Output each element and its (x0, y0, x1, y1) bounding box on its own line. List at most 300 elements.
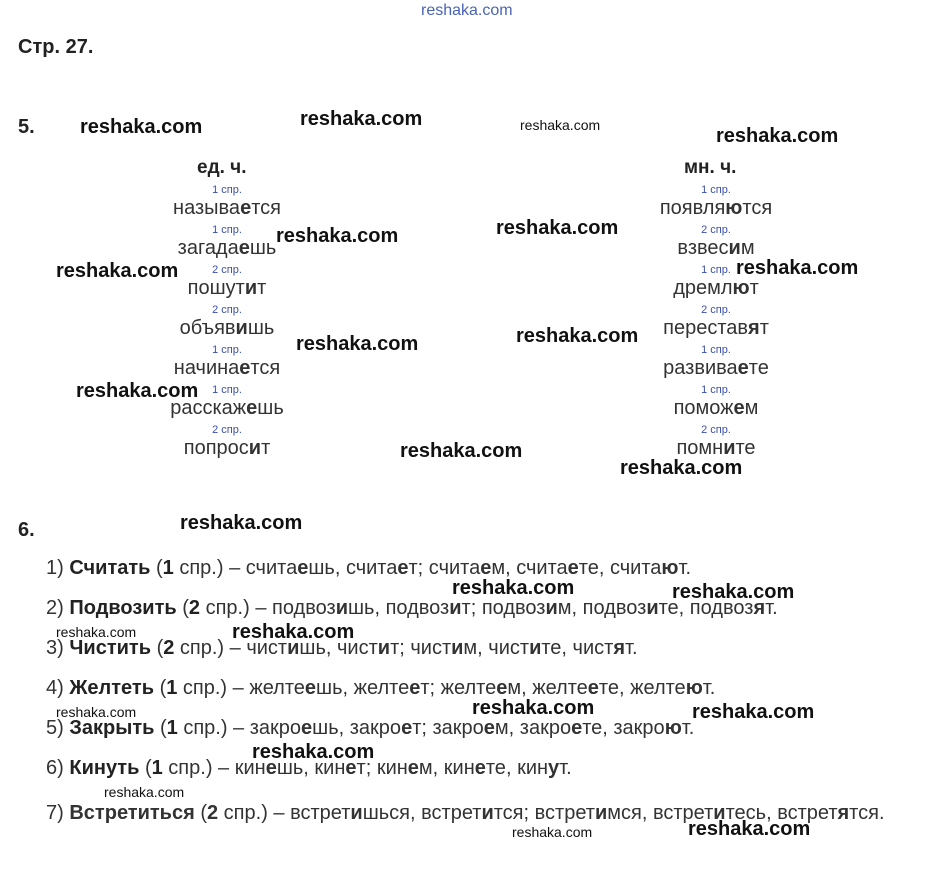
verb-stem: счита (345, 557, 398, 579)
verb-ending: е (297, 557, 309, 579)
verb-ending: е (409, 677, 421, 699)
watermark-text: reshaka.com (516, 325, 639, 347)
watermark-text: reshaka.com (252, 741, 375, 763)
verb-stem: желте (532, 677, 588, 699)
verb-ending: и (248, 437, 262, 459)
plural-conjugation-label: 2 спр. (701, 424, 731, 436)
verb-ending: е (238, 237, 250, 259)
verb-ending: я (753, 597, 766, 619)
verb-suffix: т (759, 317, 769, 339)
item-dash: – (227, 677, 250, 699)
verb-suffix: тся (849, 802, 879, 824)
verb-form (354, 677, 430, 699)
verb-suffix: тся (493, 802, 524, 824)
verb-stem: желте (440, 677, 497, 699)
plural-verb-form (663, 317, 769, 340)
item-dash: – (267, 802, 291, 824)
verb-suffix: т (624, 637, 632, 659)
verb-form (246, 557, 335, 579)
verb-suffix: м (507, 677, 522, 699)
item-verb: Подвозить (69, 597, 177, 619)
verb-ending: ю (732, 277, 750, 299)
punctuation: . (631, 637, 638, 659)
verb-stem: объяв (179, 317, 236, 339)
watermark-text: reshaka.com (472, 697, 595, 719)
punctuation: , (641, 802, 653, 824)
verb-stem: помож (673, 397, 734, 419)
verb-form (290, 802, 410, 824)
watermark-text: reshaka.com (276, 225, 399, 247)
verb-stem: чист (410, 637, 452, 659)
verb-stem: счита (428, 557, 481, 579)
verb-stem: желте (353, 677, 410, 699)
plural-verb-form (660, 197, 772, 220)
verb-form (610, 557, 685, 579)
verb-ending: е (480, 557, 492, 579)
verb-suffix: шь (347, 597, 375, 619)
watermark-text: reshaka.com (688, 818, 811, 840)
verb-suffix: т (257, 277, 267, 299)
verb-stem: встрет (652, 802, 714, 824)
item-index: 6) (46, 757, 64, 779)
punctuation: . (772, 597, 778, 619)
verb-suffix: шь (276, 757, 304, 779)
plural-conjugation-label: 1 спр. (701, 184, 731, 196)
verb-stem: закро (349, 717, 402, 739)
watermark-text: reshaka.com (496, 217, 619, 239)
punctuation: , (602, 717, 614, 739)
verb-suffix: м (744, 397, 759, 419)
verb-suffix: т (412, 717, 422, 739)
verb-ending: е (397, 557, 409, 579)
verb-ending: е (571, 717, 583, 739)
punctuation: , (342, 677, 354, 699)
verb-form (583, 597, 679, 619)
verb-form (535, 802, 642, 824)
watermark-text: reshaka.com (104, 784, 185, 800)
verb-suffix: м (494, 717, 509, 739)
verb-stem: подвоз (272, 597, 336, 619)
verb-form (410, 637, 477, 659)
verb-form (421, 802, 523, 824)
verb-stem: чист (572, 637, 614, 659)
item-verb: Закрыть (69, 717, 155, 739)
item-index: 2) (46, 597, 64, 619)
verb-suffix: м (418, 757, 433, 779)
verb-suffix: тся (742, 197, 773, 219)
singular-verb-form (180, 317, 275, 340)
punctuation: ; (399, 637, 411, 659)
singular-verb-form (188, 277, 267, 300)
item-dash: – (227, 717, 250, 739)
punctuation: , (338, 717, 350, 739)
punctuation: ; (523, 802, 535, 824)
verb-suffix: те (582, 717, 603, 739)
verb-ending: е (265, 757, 277, 779)
verb-form (613, 717, 688, 739)
verb-form (350, 717, 422, 739)
punctuation: , (678, 597, 690, 619)
plural-conjugation-label: 2 спр. (701, 304, 731, 316)
task-6-item: 1) Считать (1 спр.) – считаешь, считает; считаем, считаете, считают. (46, 557, 692, 579)
verb-form (429, 557, 505, 579)
verb-suffix: шься (362, 802, 411, 824)
singular-conjugation-label: 1 спр. (212, 224, 242, 236)
punctuation: , (508, 717, 520, 739)
watermark-text: reshaka.com (672, 581, 795, 603)
watermark-text: reshaka.com (692, 701, 815, 723)
verb-ending: и (481, 802, 494, 824)
plural-conjugation-label: 1 спр. (701, 264, 731, 276)
watermark-text: reshaka.com (512, 824, 593, 840)
verb-form (517, 757, 566, 779)
task-6-item: 3) Чистить (2 спр.) – чистишь, чистит; чистим, чистите, чистят. (46, 637, 638, 659)
verb-ending: е (587, 677, 599, 699)
verb-ending: е (733, 397, 745, 419)
plural-verb-form (663, 357, 769, 380)
punctuation: , (477, 637, 489, 659)
verb-form (432, 717, 508, 739)
punctuation: , (410, 802, 422, 824)
verb-form (249, 677, 342, 699)
verb-ending: е (345, 757, 357, 779)
verb-suffix: те (735, 437, 756, 459)
item-conjugation-label: спр.) (177, 677, 228, 699)
verb-ending: е (240, 197, 252, 219)
verb-ending: ю (685, 677, 703, 699)
verb-suffix: т (749, 277, 759, 299)
verb-form (488, 637, 561, 659)
verb-suffix: т (678, 557, 686, 579)
verb-suffix: шь (299, 637, 326, 659)
verb-suffix: т (681, 717, 689, 739)
verb-stem: взвес (677, 237, 729, 259)
verb-form (272, 597, 374, 619)
singular-verb-form (174, 357, 280, 380)
item-conjugation-label: спр.) (173, 557, 224, 579)
plural-conjugation-label: 2 спр. (701, 224, 731, 236)
plural-verb-form (674, 397, 759, 420)
verb-ending: и (545, 597, 558, 619)
task-6-item: 4) Желтеть (1 спр.) – желтеешь, желтеет; желтеем, желтеете, желтеют. (46, 677, 716, 699)
item-conjugation-label: спр.) (174, 637, 225, 659)
watermark-text: reshaka.com (452, 577, 575, 599)
punctuation: , (766, 802, 778, 824)
verb-stem: называ (173, 197, 241, 219)
punctuation: , (374, 597, 386, 619)
verb-suffix: т (559, 757, 567, 779)
item-conjugation-label: спр.) (218, 802, 268, 824)
verb-stem: развива (663, 357, 738, 379)
singular-verb-form (184, 437, 271, 460)
verb-suffix: тся (251, 197, 281, 219)
verb-stem: счита (245, 557, 298, 579)
verb-stem: кин (443, 757, 475, 779)
singular-verb-form (173, 197, 281, 220)
verb-stem: закро (613, 717, 665, 739)
task-5-number: 5. (18, 116, 35, 138)
punctuation: , (618, 677, 631, 699)
item-conjugation-label: спр.) (162, 757, 213, 779)
verb-form (441, 677, 521, 699)
verb-stem: пошут (187, 277, 245, 299)
item-index: 5) (46, 717, 64, 739)
verb-ending: и (594, 802, 608, 824)
punctuation: , (325, 637, 337, 659)
watermark-text: reshaka.com (56, 260, 179, 282)
verb-stem: встрет (534, 802, 595, 824)
item-index: 4) (46, 677, 64, 699)
watermark-text: reshaka.com (56, 704, 137, 720)
punctuation: . (688, 717, 695, 739)
item-verb: Кинуть (69, 757, 140, 779)
verb-ending: я (613, 637, 625, 659)
item-conjugation-number: 1 (166, 717, 178, 739)
punctuation: , (334, 557, 346, 579)
task-6-item: 6) Кинуть (1 спр.) – кинешь, кинет; кинем, кинете, кинут. (46, 757, 572, 779)
watermark-text: reshaka.com (232, 621, 355, 643)
verb-stem: кин (517, 757, 549, 779)
verb-form (386, 597, 471, 619)
verb-form (482, 597, 572, 619)
verb-ending: е (304, 677, 317, 699)
singular-verb-form (178, 237, 277, 260)
verb-ending: я (748, 317, 760, 339)
singular-conjugation-label: 2 спр. (212, 264, 242, 276)
verb-stem: кин (234, 757, 266, 779)
verb-stem: подвоз (689, 597, 754, 619)
verb-stem: желте (630, 677, 686, 699)
verb-ending: и (449, 597, 462, 619)
item-verb: Встретиться (69, 802, 195, 824)
verb-ending: я (837, 802, 850, 824)
punctuation: , (505, 557, 517, 579)
verb-ending: и (728, 237, 741, 259)
site-header-watermark: reshaka.com (421, 2, 513, 19)
punctuation: , (521, 677, 533, 699)
verb-suffix: т (408, 557, 418, 579)
item-verb: Желтеть (69, 677, 155, 699)
verb-stem: встрет (421, 802, 482, 824)
punctuation: , (598, 557, 610, 579)
watermark-text: reshaka.com (180, 512, 303, 534)
verb-form (532, 677, 619, 699)
verb-suffix: шь (312, 717, 339, 739)
verb-ending: и (244, 277, 258, 299)
singular-conjugation-label: 1 спр. (212, 184, 242, 196)
verb-suffix: тесь (725, 802, 767, 824)
verb-suffix: т (765, 597, 773, 619)
verb-suffix: м (740, 237, 755, 259)
punctuation: , (571, 597, 583, 619)
verb-form (516, 557, 599, 579)
verb-stem: счита (516, 557, 568, 579)
punctuation: . (878, 802, 885, 824)
verb-suffix: те (541, 637, 562, 659)
punctuation: ; (470, 597, 482, 619)
verb-stem: начина (173, 357, 240, 379)
verb-ending: и (646, 597, 659, 619)
item-conjugation-number: 1 (162, 557, 174, 579)
verb-form (444, 757, 506, 779)
task-6-item: 2) Подвозить (2 спр.) – подвозишь, подвозит; подвозим, подвозите, подвозят. (46, 597, 778, 619)
watermark-text: reshaka.com (296, 333, 419, 355)
item-conjugation-number: 1 (151, 757, 163, 779)
watermark-text: reshaka.com (400, 440, 523, 462)
verb-ending: и (713, 802, 726, 824)
watermark-text: reshaka.com (80, 116, 203, 138)
watermark-text: reshaka.com (736, 257, 859, 279)
task-6-item: 5) Закрыть (1 спр.) – закроешь, закроет; закроем, закроете, закроют. (46, 717, 695, 739)
singular-header: ед. ч. (197, 157, 247, 178)
verb-suffix: те (748, 357, 769, 379)
page-label: Стр. 27. (18, 36, 94, 58)
item-verb: Чистить (69, 637, 152, 659)
verb-ending: и (235, 317, 248, 339)
punctuation: . (709, 677, 716, 699)
item-verb: Считать (69, 557, 151, 579)
watermark-text: reshaka.com (716, 125, 839, 147)
verb-form (377, 757, 433, 779)
item-index: 3) (46, 637, 64, 659)
verb-suffix: м (491, 557, 506, 579)
verb-stem: кин (314, 757, 346, 779)
verb-ending: ю (661, 557, 679, 579)
verb-stem: подвоз (582, 597, 647, 619)
verb-suffix: т (261, 437, 271, 459)
watermark-text: reshaka.com (520, 117, 601, 133)
singular-conjugation-label: 2 спр. (212, 424, 242, 436)
verb-suffix: т (356, 757, 366, 779)
watermark-text: reshaka.com (620, 457, 743, 479)
item-conjugation-label: спр.) (177, 717, 228, 739)
verb-ending: ю (725, 197, 743, 219)
verb-suffix: шь (257, 397, 284, 419)
verb-ending: у (548, 757, 560, 779)
item-dash: – (224, 637, 247, 659)
verb-suffix: тся (250, 357, 281, 379)
punctuation: ; (417, 557, 429, 579)
verb-stem: желте (249, 677, 305, 699)
verb-ending: е (401, 717, 413, 739)
verb-suffix: те (658, 597, 679, 619)
verb-suffix: т (702, 677, 710, 699)
verb-stem: кин (376, 757, 408, 779)
verb-suffix: шь (249, 237, 277, 259)
verb-ending: е (496, 677, 508, 699)
verb-stem: счита (609, 557, 662, 579)
verb-suffix: т (461, 597, 471, 619)
verb-stem: подвоз (385, 597, 450, 619)
item-conjugation-number: 2 (207, 802, 219, 824)
verb-ending: ю (664, 717, 682, 739)
watermark-text: reshaka.com (300, 108, 423, 130)
punctuation: ; (421, 717, 433, 739)
verb-stem: помн (676, 437, 724, 459)
verb-stem: чист (246, 637, 288, 659)
verb-ending: и (451, 637, 464, 659)
task-6-item: 7) Встретиться (2 спр.) – встретишься, встретится; встретимся, встретитесь, встретятся. (46, 802, 885, 824)
verb-ending: е (246, 397, 258, 419)
verb-ending: е (483, 717, 495, 739)
verb-stem: дремл (673, 277, 733, 299)
verb-ending: е (407, 757, 419, 779)
verb-stem: чист (488, 637, 530, 659)
item-conjugation-number: 1 (166, 677, 178, 699)
singular-conjugation-label: 1 спр. (212, 384, 242, 396)
item-index: 7) (46, 802, 64, 824)
verb-suffix: шь (316, 677, 343, 699)
plural-verb-form (673, 277, 759, 300)
verb-ending: и (287, 637, 300, 659)
verb-stem: подвоз (481, 597, 546, 619)
singular-conjugation-label: 2 спр. (212, 304, 242, 316)
verb-form (630, 677, 710, 699)
verb-form (346, 557, 418, 579)
punctuation: ; (365, 757, 377, 779)
singular-conjugation-label: 1 спр. (212, 344, 242, 356)
verb-stem: загада (177, 237, 239, 259)
plural-conjugation-label: 1 спр. (701, 344, 731, 356)
verb-suffix: те (485, 757, 506, 779)
punctuation: , (303, 757, 315, 779)
verb-stem: расскаж (170, 397, 247, 419)
verb-suffix: те (598, 677, 619, 699)
verb-stem: перестав (663, 317, 749, 339)
item-conjugation-label: спр.) (200, 597, 250, 619)
item-dash: – (249, 597, 273, 619)
verb-suffix: мся (607, 802, 642, 824)
verb-ending: е (239, 357, 251, 379)
verb-suffix: т (390, 637, 400, 659)
punctuation: , (505, 757, 518, 779)
verb-suffix: шь (247, 317, 275, 339)
punctuation: . (685, 557, 692, 579)
verb-ending: и (335, 597, 348, 619)
verb-stem: встрет (290, 802, 351, 824)
item-conjugation-number: 2 (163, 637, 175, 659)
verb-ending: е (567, 557, 579, 579)
watermark-text: reshaka.com (76, 380, 199, 402)
verb-ending: и (377, 637, 391, 659)
item-dash: – (223, 557, 246, 579)
verb-form (520, 717, 602, 739)
verb-stem: закро (432, 717, 484, 739)
plural-conjugation-label: 1 спр. (701, 384, 731, 396)
verb-stem: появля (659, 197, 726, 219)
plural-header: мн. ч. (684, 157, 737, 178)
verb-stem: попрос (183, 437, 249, 459)
verb-stem: чист (337, 637, 378, 659)
verb-suffix: те (578, 557, 599, 579)
item-conjugation-number: 2 (188, 597, 201, 619)
punctuation: ; (429, 677, 441, 699)
verb-stem: встрет (777, 802, 838, 824)
verb-form (573, 637, 632, 659)
verb-stem: закро (519, 717, 572, 739)
verb-ending: е (474, 757, 486, 779)
verb-ending: е (737, 357, 749, 379)
verb-stem: закро (249, 717, 302, 739)
verb-suffix: шь (308, 557, 335, 579)
task-6-number: 6. (18, 519, 35, 541)
punctuation: , (432, 757, 444, 779)
watermark-text: reshaka.com (56, 624, 137, 640)
verb-ending: и (529, 637, 542, 659)
punctuation: . (566, 757, 572, 779)
verb-suffix: т (420, 677, 430, 699)
item-index: 1) (46, 557, 64, 579)
